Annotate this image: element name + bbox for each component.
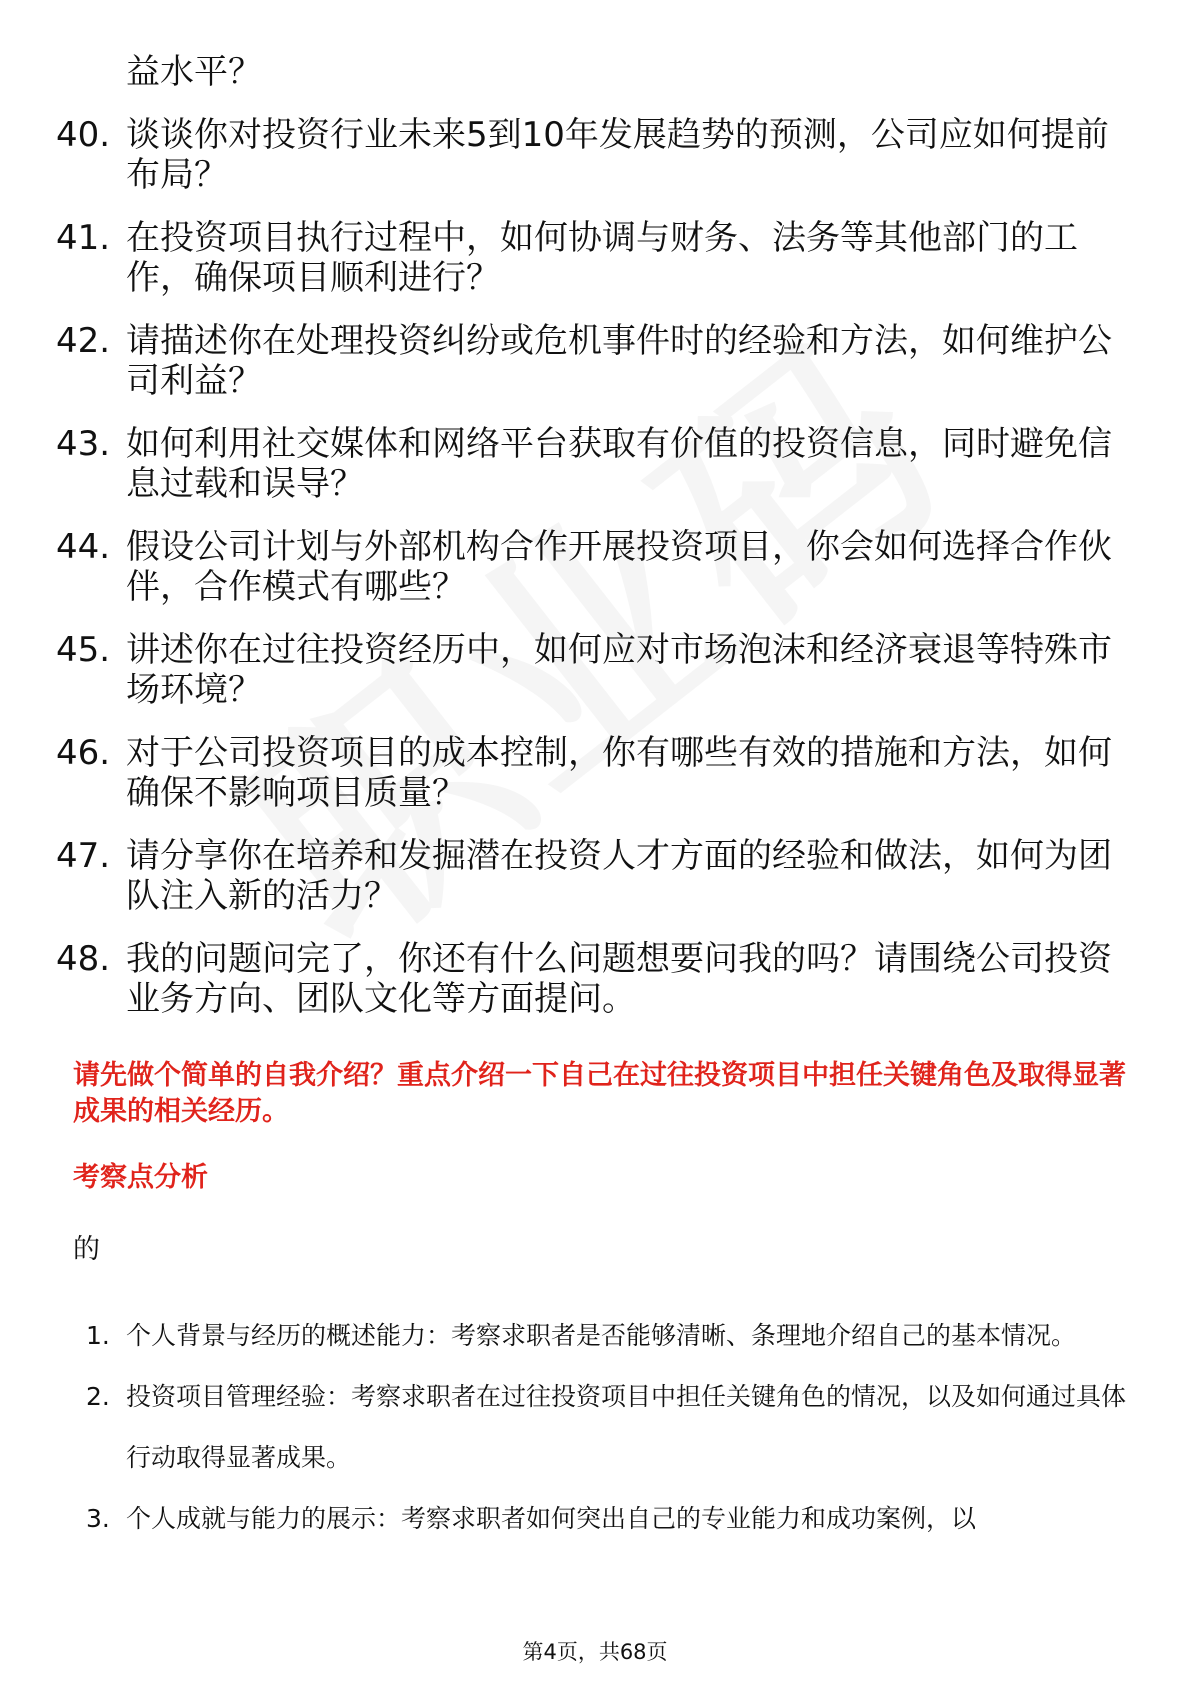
question-text: 对于公司投资项目的成本控制，你有哪些有效的措施和方法，如何确保不影响项目质量？ [126,733,1112,813]
list-item [86,1305,1126,1366]
question-item [56,218,1126,298]
question-text: 谈谈你对投资行业未来5到10年发展趋势的预测，公司应如何提前布局？ [126,115,1109,195]
question-item [56,733,1126,813]
question-text: 假设公司计划与外部机构合作开展投资项目，你会如何选择合作伙伴，合作模式有哪些？ [126,527,1112,607]
question-number: 43. [56,424,111,464]
question-number: 47. [56,836,111,876]
analysis-intro: 的 [73,1234,100,1265]
question-list [56,52,1126,1042]
question-item [56,630,1126,710]
question-text: 讲述你在过往投资经历中，如何应对市场泡沫和经济衰退等特殊市场环境？ [126,630,1112,710]
list-item [86,1366,1127,1488]
section-question: 请先做个简单的自我介绍？重点介绍一下自己在过往投资项目中担任关键角色及取得显著成果的相关经历。 [73,1060,1126,1127]
question-item [56,527,1126,607]
list-number: 3. [86,1504,110,1533]
question-text: 请描述你在处理投资纠纷或危机事件时的经验和方法，如何维护公司利益？ [126,321,1112,401]
question-number: 46. [56,733,111,773]
question-number: 44. [56,527,111,567]
question-text: 请分享你在培养和发掘潜在投资人才方面的经验和做法，如何为团队注入新的活力？ [126,836,1112,916]
question-text: 在投资项目执行过程中，如何协调与财务、法务等其他部门的工作，确保项目顺利进行？ [126,218,1078,298]
list-text: 个人背景与经历的概述能力：考察求职者是否能够清晰、条理地介绍自己的基本情况。 [126,1321,1077,1350]
list-text: 投资项目管理经验：考察求职者在过往投资项目中担任关键角色的情况，以及如何通过具体行动取得显著成果。 [126,1382,1127,1472]
question-number: 40. [56,115,111,155]
question-text: 如何利用社交媒体和网络平台获取有价值的投资信息，同时避免信息过载和误导？ [126,424,1112,504]
question-item [56,321,1126,401]
list-text: 个人成就与能力的展示：考察求职者如何突出自己的专业能力和成功案例，以 [126,1504,977,1533]
analysis-title: 考察点分析 [73,1162,208,1193]
question-number: 45. [56,630,111,670]
analysis-points [86,1305,1127,1549]
question-item [56,939,1126,1019]
question-item [56,115,1126,195]
list-number: 1. [86,1321,110,1350]
question-text: 益水平？ [126,52,262,92]
question-number: 48. [56,939,111,979]
question-number: 42. [56,321,111,361]
question-item [126,52,1126,92]
question-text: 我的问题问完了，你还有什么问题想要问我的吗？请围绕公司投资业务方向、团队文化等方面提问。 [126,939,1112,1019]
list-item [86,1488,1126,1549]
page-footer: 第4页，共68页 [522,1640,668,1664]
question-item [56,424,1126,504]
question-item [56,836,1126,916]
list-number: 2. [86,1382,110,1411]
question-number: 41. [56,218,111,258]
